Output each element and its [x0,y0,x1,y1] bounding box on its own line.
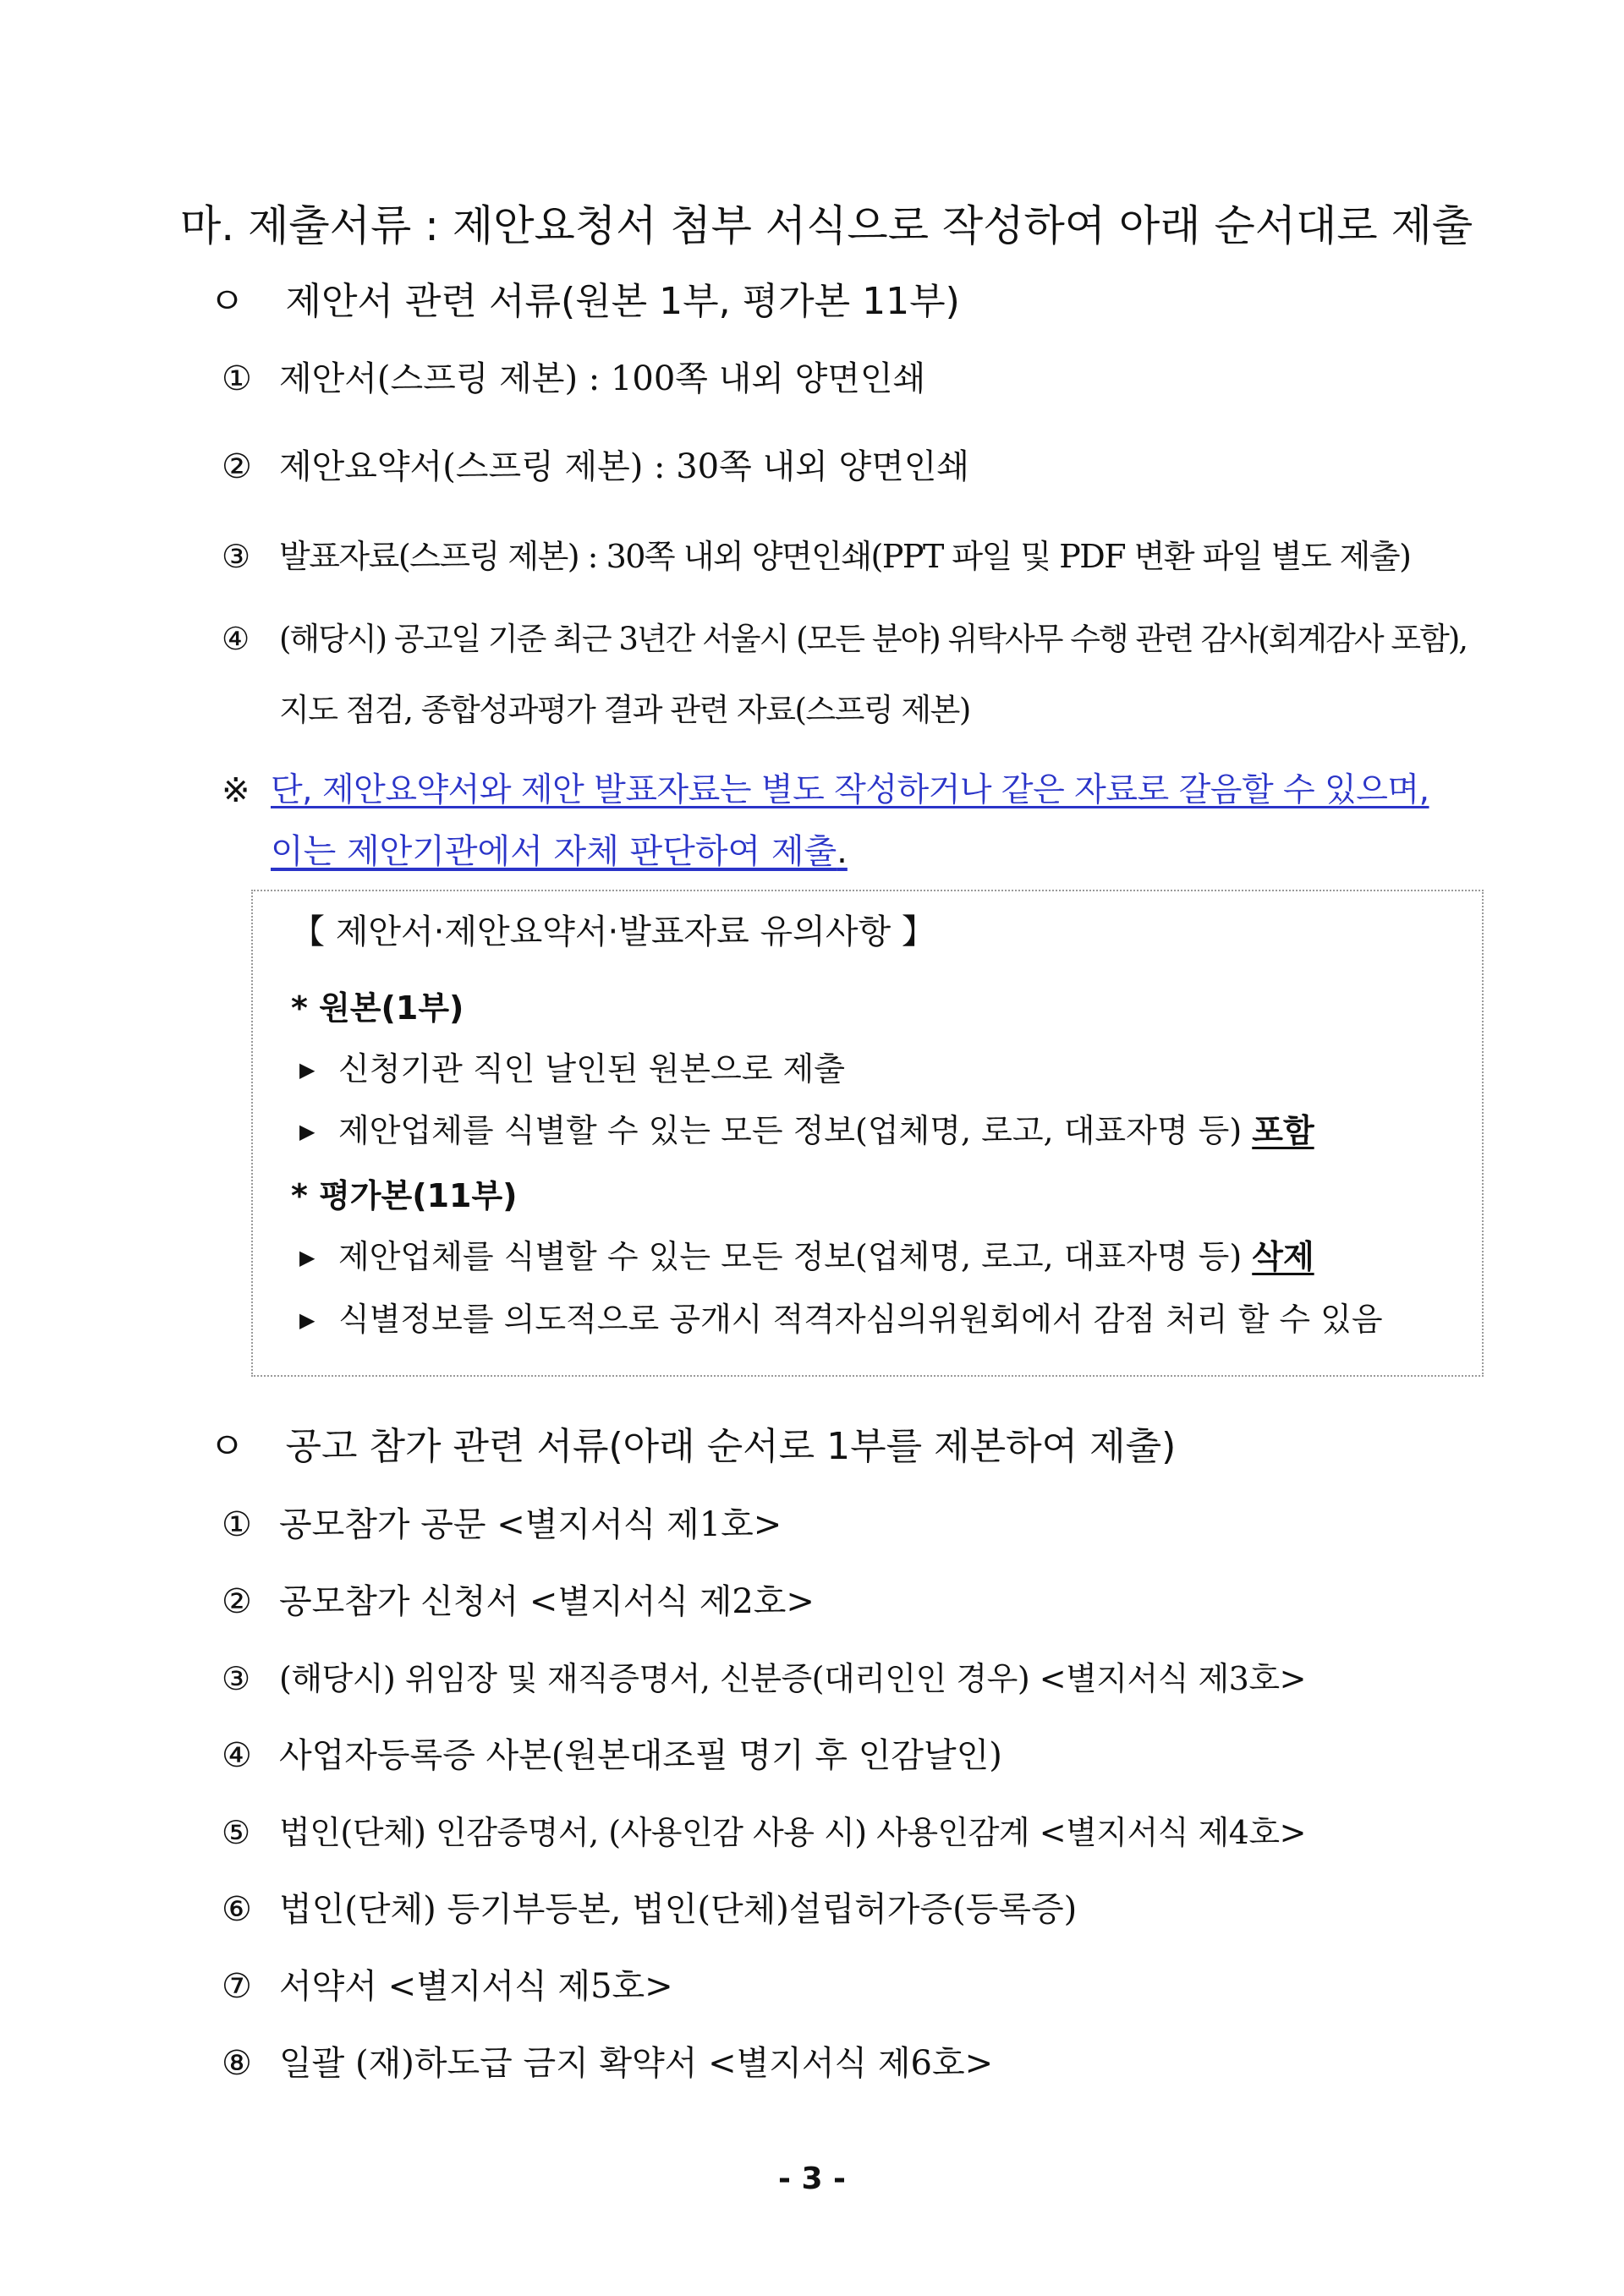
notice-row [299,1107,1314,1155]
section-heading: 마. 제출서류 : 제안요청서 첨부 서식으로 작성하여 아래 순서대로 제출 [180,201,1473,250]
item-number: ① [222,1505,252,1544]
list-item [222,614,1467,665]
notice-row-text: 제안업체를 식별할 수 있는 모든 정보(업체명, 로고, 대표자명 등) [338,1238,1253,1275]
item-text: 제안요약서(스프링 제본) : 30쪽 내외 양면인쇄 [279,447,970,486]
list-item [222,1653,1306,1704]
triangle-bullet-icon: ▶ [299,1058,315,1082]
triangle-bullet-icon: ▶ [299,1246,315,1269]
notice-row [299,1296,1383,1344]
participation-docs-heading [209,1420,1176,1474]
proposal-docs-title: 제안서 관련 서류(원본 1부, 평가본 11부) [285,280,960,323]
notice-box-title: 【 제안서·제안요약서·발표자료 유의사항 】 [291,912,935,951]
list-item [222,1730,1002,1781]
item-number: ⑦ [222,1967,252,2006]
item-text: 사업자등록증 사본(원본대조필 명기 후 인감날인) [279,1736,1002,1775]
bullet-marker: ㅇ [209,1425,245,1468]
notice-row-text: 식별정보를 의도적으로 공개시 적격자심의위원회에서 감점 처리 할 수 있음 [338,1301,1383,1338]
note-line-2 [271,820,848,883]
item-number: ② [222,1582,252,1621]
list-item [222,2038,993,2089]
triangle-bullet-icon: ▶ [299,1120,315,1143]
item-number: ② [222,447,252,486]
item-text: (해당시) 공고일 기준 최근 3년간 서울시 (모든 분야) 위탁사무 수행 관련 감사(회계감사 포함), [279,621,1468,657]
item-text: (해당시) 위임장 및 재직증명서, 신분증(대리인인 경우) <별지서식 제3호> [279,1660,1306,1697]
list-item [222,353,925,404]
original-copy-label: * 원본(1부) [291,989,464,1027]
list-item [222,1499,782,1550]
item-number: ③ [222,538,250,575]
list-item [222,1884,1077,1935]
item-continuation: 지도 점검, 종합성과평가 결과 관련 자료(스프링 제본) [279,692,970,728]
notice-row [299,1233,1314,1281]
list-item [222,531,1410,582]
emphasis-delete: 삭제 [1252,1238,1314,1275]
participation-docs-title: 공고 참가 관련 서류(아래 순서로 1부를 제본하여 제출) [285,1425,1177,1468]
triangle-bullet-icon: ▶ [299,1308,315,1332]
note-line-2-text: 이는 제안기관에서 자체 판단하여 제출 [271,832,837,871]
page-number: - 3 - [778,2162,846,2196]
notice-row [299,1045,845,1093]
bullet-marker: ㅇ [209,280,245,323]
evaluation-copy-label: * 평가본(11부) [291,1177,518,1214]
item-text: 공모참가 공문 <별지서식 제1호> [279,1505,782,1544]
item-text: 법인(단체) 등기부등본, 법인(단체)설립허가증(등록증) [279,1890,1078,1929]
item-text: 서약서 <별지서식 제5호> [279,1967,673,2006]
item-number: ⑥ [222,1890,252,1929]
proposal-docs-heading [209,275,960,329]
notice-row-text: 제안업체를 식별할 수 있는 모든 정보(업체명, 로고, 대표자명 등) [338,1112,1253,1149]
item-text: 공모참가 신청서 <별지서식 제2호> [279,1582,815,1621]
note-mark: ※ [222,771,250,810]
note-period: . [837,832,848,871]
list-item [222,1807,1306,1858]
notice-row-text: 신청기관 직인 날인된 원본으로 제출 [338,1050,845,1088]
item-number: ③ [222,1660,250,1697]
item-number: ④ [222,621,249,657]
item-number: ⑧ [222,2044,252,2083]
list-item [222,441,969,492]
item-number: ④ [222,1736,252,1775]
list-item [222,1576,815,1627]
note-line-1: 단, 제안요약서와 제안 발표자료는 별도 작성하거나 같은 자료로 갈음할 수 있으며, [271,771,1429,809]
item-text: 일괄 (재)하도급 금지 확약서 <별지서식 제6호> [279,2044,994,2083]
notice-box [251,890,1484,1377]
item-text: 발표자료(스프링 제본) : 30쪽 내외 양면인쇄(PPT 파일 및 PDF 변환 파일 별도 제출) [279,538,1411,575]
item-text: 제안서(스프링 제본) : 100쪽 내외 양면인쇄 [279,359,926,398]
emphasis-include: 포함 [1252,1112,1314,1149]
item-number: ⑤ [222,1814,250,1851]
list-item [222,1961,673,2012]
item-number: ① [222,359,252,398]
item-text: 법인(단체) 인감증명서, (사용인감 사용 시) 사용인감계 <별지서식 제4호> [279,1814,1306,1851]
